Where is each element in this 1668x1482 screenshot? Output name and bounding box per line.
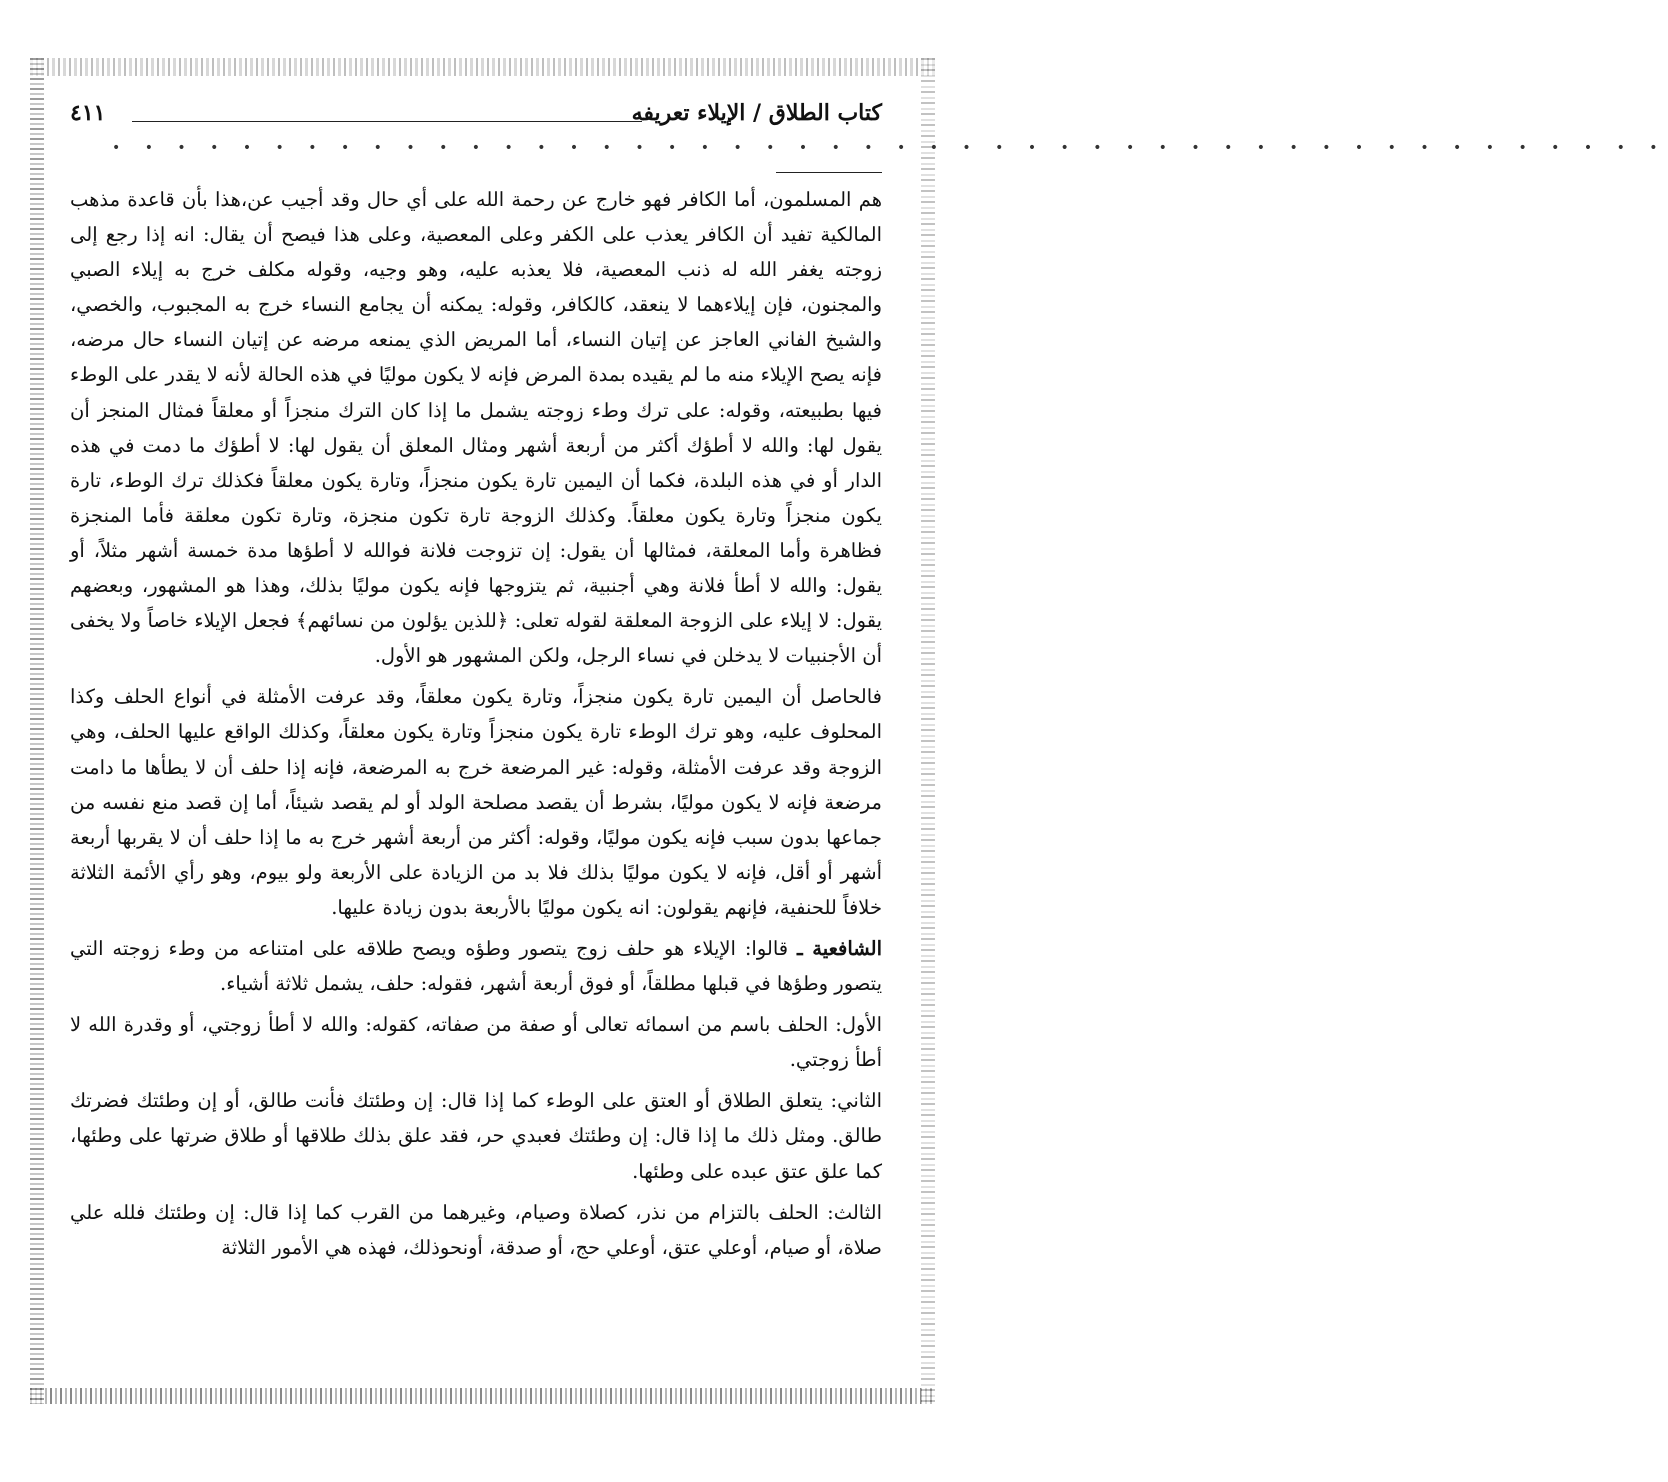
ornamental-border-bottom bbox=[30, 1388, 935, 1404]
ornamental-border-left bbox=[30, 58, 44, 1404]
shafii-text: قالوا: الإيلاء هو حلف زوج يتصور وطؤه ويصح طلاقه على امتناعه من وطء زوجته التي يتصور وطؤها في قبلها مطلقاً، أو فوق أربعة أشهر، فقوله: حلف، يشمل ثلاثة أشياء. bbox=[70, 936, 882, 996]
header-rule bbox=[776, 172, 882, 173]
shafii-lead: الشافعية ـ bbox=[797, 936, 883, 960]
ornamental-border-right bbox=[921, 58, 935, 1404]
page-number: ٤١١ bbox=[70, 100, 106, 126]
running-header bbox=[70, 96, 882, 136]
body-text bbox=[70, 182, 882, 1378]
header-line bbox=[132, 121, 642, 122]
item-second: الثاني: يتعلق الطلاق أو العتق على الوطء كما إذا قال: إن وطئتك فأنت طالق، أو إن وطئتك فضرتك طالق. ومثل ذلك ما إذا قال: إن وطئتك فعبدي حر، فقد علق بذلك طلاقها أو طلاق ضرتها على وطئها، كما علق عتق عبده على وطئها. bbox=[70, 1089, 882, 1183]
item-third: الثالث: الحلف بالتزام من نذر، كصلاة وصيام، وغيرهما من القرب كما إذا قال: إن وطئتك فلله علي صلاة، أو صيام، أوعلي عتق، أوعلي حج، أو صدقة، أونحوذلك، فهذه هي الأمور الثلاثة bbox=[70, 1200, 882, 1259]
ornamental-border-top bbox=[30, 58, 935, 76]
paragraph-shafii bbox=[70, 931, 882, 1001]
paragraph-1: هم المسلمون، أما الكافر فهو خارج عن رحمة الله على أي حال وقد أجيب عن،هذا بأن قاعدة مذهب المالكية تفيد أن الكافر يعذب على الكفر وعلى المعصية، وعلى هذا فيصح أن يقال: انه إذا رجع إلى زوجته يغفر الله له ذنب المعصية، فلا يعذبه عليه، وهو وجيه، وقوله مكلف خرج به إيلاء الصبي والمجنون، فإن إيلاءهما لا ينعقد، كالكافر، وقوله: يمكنه أن يجامع النساء خرج به المجبوب، والخصي، والشيخ الفاني العاجز عن إتيان النساء، أما المريض الذي يمنعه مرضه عن إتيان النساء حال مرضه، فإنه يصح الإيلاء منه ما لم يقيده بمدة المرض فإنه لا يكون موليًا في هذه الحالة لأنه لا يقدر على الوطء فيها بطبيعته، وقوله: على ترك وطء زوجته يشمل ما إذا كان الترك منجزاً أو معلقاً فمثال المنجز أن يقول لها: والله لا أطؤك أكثر من أربعة أشهر ومثال المعلق أن يقول لها: لا أطؤك ما دمت في هذه الدار أو في هذه البلدة، فكما أن اليمين تارة يكون منجزاً، وتارة يكون معلقاً فكذلك ترك الوطء، تارة يكون منجزاً وتارة يكون معلقاً. وكذلك الزوجة تارة تكون منجزة، وتارة تكون معلقة فأما المنجزة فظاهرة وأما المعلقة، فمثالها أن يقول: إن تزوجت فلانة فوالله لا أطؤها مدة خمسة أشهر مثلاً، أو يقول: والله لا أطأ فلانة وهي أجنبية، ثم يتزوجها فإنه يكون موليًا بذلك، وهذا هو المشهور، وبعضهم يقول: لا إيلاء على الزوجة المعلقة لقوله تعلى: ﴿للذين يؤلون من نسائهم﴾ فجعل الإيلاء خاصاً ولا يخفى أن الأجنبيات لا يدخلن في نساء الرجل، ولكن المشهور هو الأول. bbox=[70, 188, 882, 668]
dotted-separator: • • • • • • • • • • • • • • • • • • • • • • • • • • • • • • • • • • • • • • • • • • • • • • • • bbox=[112, 140, 1668, 156]
chapter-title: كتاب الطلاق / الإيلاء تعريفه bbox=[631, 100, 882, 126]
item-first: الأول: الحلف باسم من اسمائه تعالى أو صفة من صفاته، كقوله: والله لا أطأ زوجتي، أو وقدرة الله لا أطأ زوجتي. bbox=[70, 1013, 882, 1072]
paragraph-2: فالحاصل أن اليمين تارة يكون منجزاً، وتارة يكون معلقاً، وقد عرفت الأمثلة في أنواع الحلف وكذا المحلوف عليه، وهو ترك الوطء تارة يكون منجزاً وتارة يكون معلقاً، وكذلك الواقع عليها الحلف، وهي الزوجة وقد عرفت الأمثلة، وقوله: غير المرضعة خرج به المرضعة، فإنه إذا حلف أن لا يطأها ما دامت مرضعة فإنه لا يكون موليًا، بشرط أن يقصد مصلحة الولد أو لم يقصد شيئاً، أما إن قصد منع نفسه من جماعها بدون سبب فإنه يكون موليًا، وقوله: أكثر من أربعة أشهر خرج به ما إذا حلف أن لا يقربها أربعة أشهر أو أقل، فإنه لا يكون موليًا بذلك فلا بد من الزيادة على الأربعة ولو بيوم، وهو رأي الأئمة الثلاثة خلافاً للحنفية، فإنهم يقولون: انه يكون موليًا بالأربعة بدون زيادة عليها. bbox=[70, 685, 882, 919]
